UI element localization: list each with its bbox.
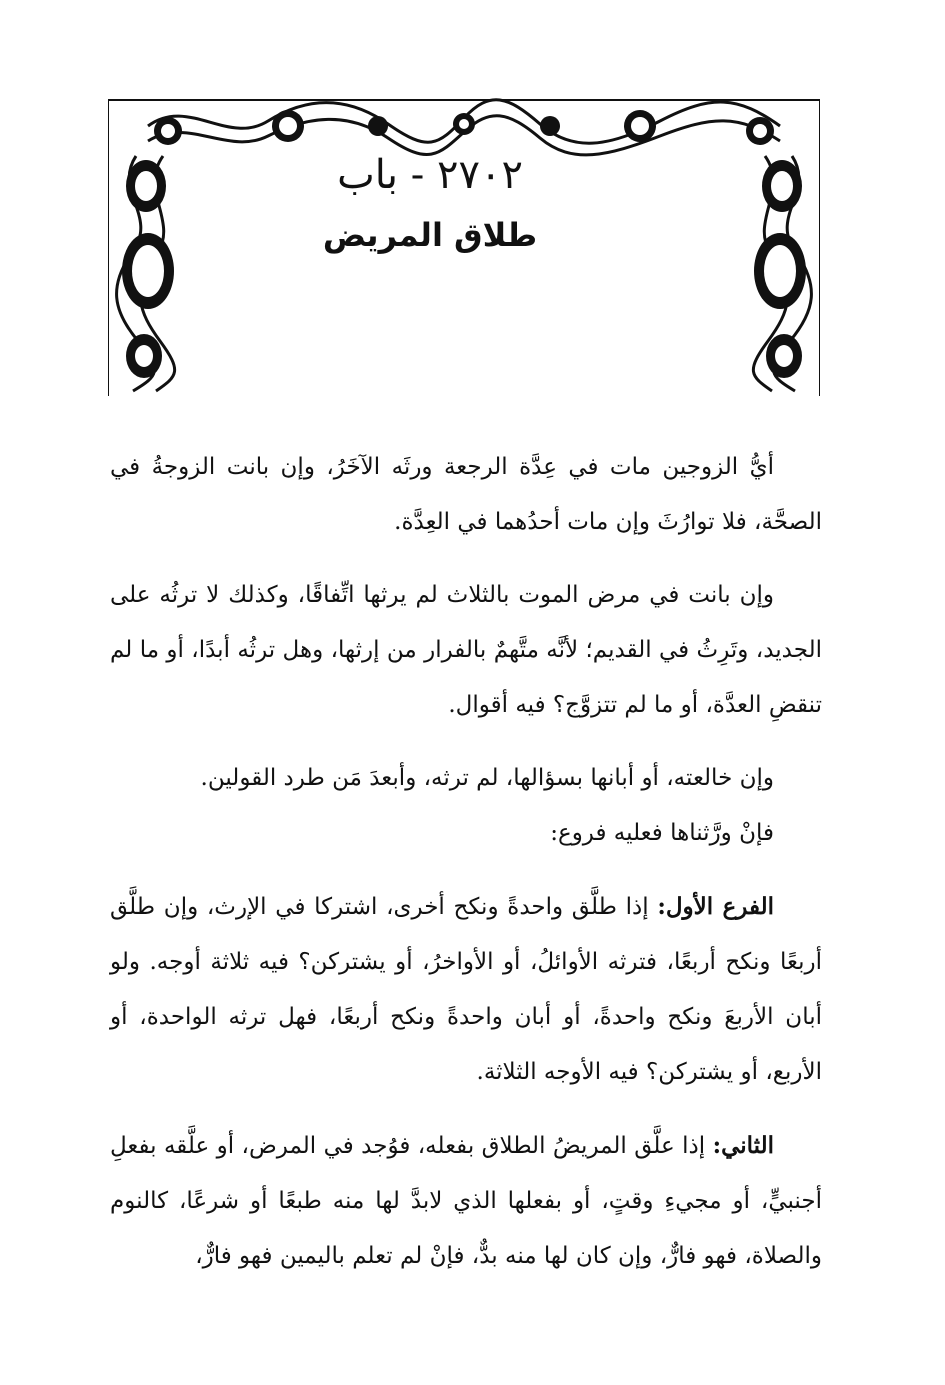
- chapter-title: طلاق المريض: [322, 216, 538, 254]
- chapter-number: ٢٧٠٢ - باب: [337, 152, 523, 198]
- body-text: [110, 440, 822, 1284]
- paragraph-3: [110, 751, 822, 806]
- paragraph-4: [110, 806, 822, 861]
- paragraph-2: [110, 568, 822, 733]
- paragraph-4-text: فإنْ ورَّثناها فعليه فروع:: [550, 820, 774, 846]
- paragraph-1: [110, 440, 822, 550]
- paragraph-5: [110, 879, 822, 1100]
- paragraph-6-lead: الثاني:: [712, 1132, 775, 1159]
- paragraph-6-text: إذا علَّق المريضُ الطلاق بفعله، فوُجد في المرض، أو علَّقه بفعلِ أجنبيٍّ، أو مجيءِ وقتٍ، أو بفعلها الذي لابدَّ لها منه طبعًا أو شرعًا، كالنوم والصلاة، فهو فارٌّ، وإن كان لها منه بدٌّ، فإنْ لم تعلم باليمين فهو فارٌّ،: [110, 1133, 822, 1269]
- paragraph-1-text: أيُّ الزوجين مات في عِدَّة الرجعة ورثَه الآخَرُ، وإن بانت الزوجةُ في الصحَّة، فلا توارُثَ وإن مات أحدُهما في العِدَّة.: [110, 454, 822, 535]
- paragraph-6: [110, 1118, 822, 1284]
- paragraph-5-lead: الفرع الأول:: [657, 893, 775, 920]
- paragraph-2-text: وإن بانت في مرض الموت بالثلاث لم يرثها اتِّفاقًا، وكذلك لا ترثُه على الجديد، وتَرِثُ في القديم؛ لأنَّه متَّهمٌ بالفرار من إرثها، وهل ترثُه أبدًا، أو ما لم تنقضِ العدَّة، أو ما لم تتزوَّج؟ فيه أقوال.: [110, 582, 822, 718]
- paragraph-5-text: إذا طلَّق واحدةً ونكح أخرى، اشتركا في الإرث، وإن طلَّق أربعًا ونكح أربعًا، فترثه الأوائلُ، أو الأواخرُ، أو يشتركن؟ فيه ثلاثة أوجه. ولو أبان الأربعَ ونكح واحدةً، أو أبان واحدةً ونكح أربعًا، فهل ترثه الواحدة، أو الأربع، أو يشتركن؟ فيه الأوجه الثلاثة.: [110, 894, 822, 1085]
- paragraph-3-text: وإن خالعته، أو أبانها بسؤالها، لم ترثه، وأبعدَ مَن طرد القولين.: [200, 765, 774, 791]
